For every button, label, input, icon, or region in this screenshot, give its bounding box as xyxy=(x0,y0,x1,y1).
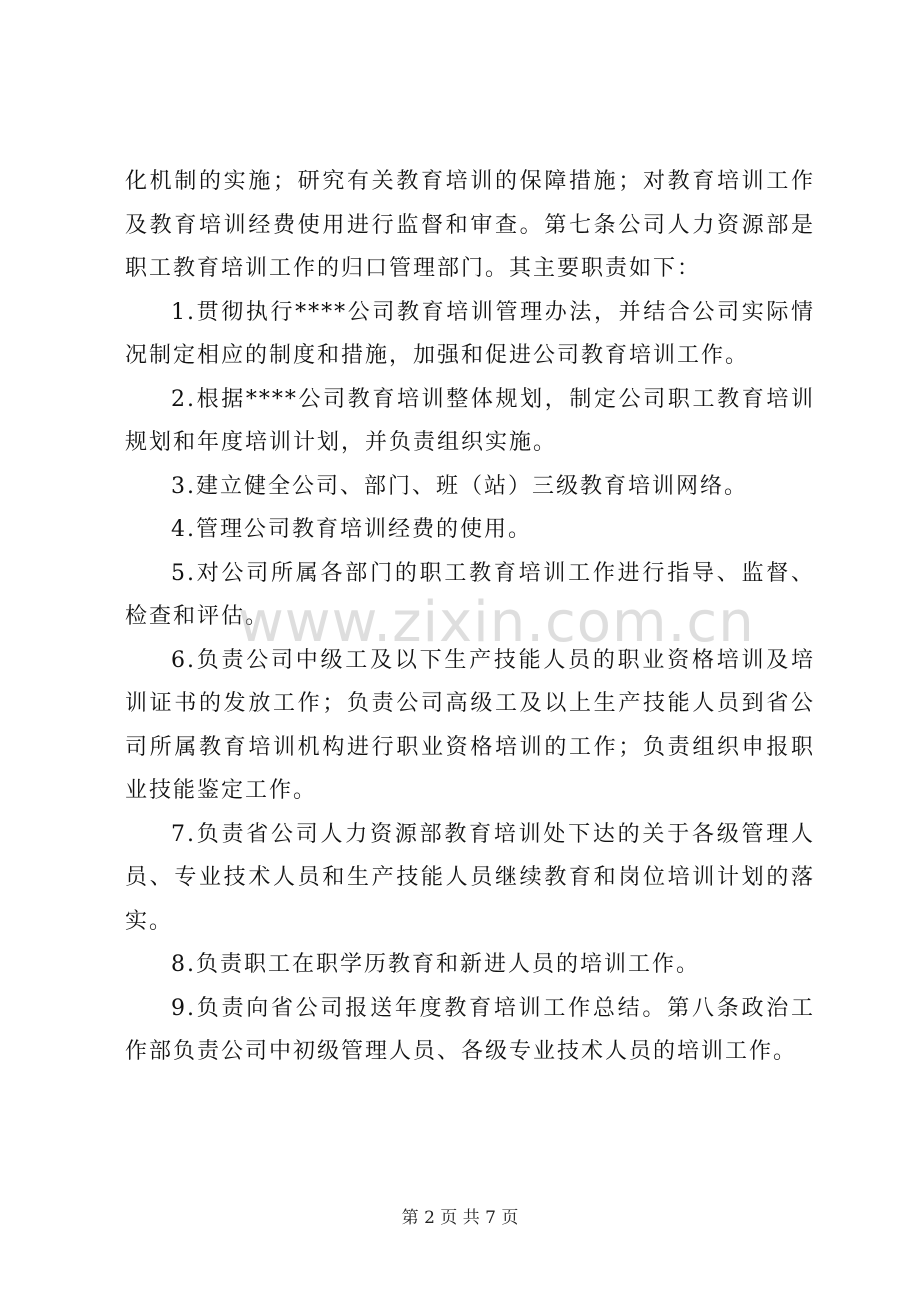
list-item: 8.负责职工在职学历教育和新进人员的培训工作。 xyxy=(171,952,700,977)
page-footer: 第 2 页 共 7 页 xyxy=(401,1208,519,1228)
document-body xyxy=(125,160,815,1074)
list-item: 5.对公司所属各部门的职工教育培训工作进行指导、监督、检查和评估。 xyxy=(125,560,815,629)
list-item: 2.根据****公司教育培训整体规划，制定公司职工教育培训规划和年度培训计划，并负责组织实施。 xyxy=(125,386,815,455)
list-item: 3.建立健全公司、部门、班（站）三级教育培训网络。 xyxy=(171,473,748,499)
list-item: 6.负责公司中级工及以下生产技能人员的职业资格培训及培训证书的发放工作；负责公司高级工及以上生产技能人员到省公司所属教育培训机构进行职业资格培训的工作；负责组织申报职业技能鉴定工作。 xyxy=(125,647,815,803)
list-item: 4.管理公司教育培训经费的使用。 xyxy=(171,517,532,542)
list-item: 1.贯彻执行****公司教育培训管理办法，并结合公司实际情况制定相应的制度和措施，加强和促进公司教育培训工作。 xyxy=(125,299,815,368)
paragraph: 化机制的实施；研究有关教育培训的保障措施；对教育培训工作及教育培训经费使用进行监督和审查。第七条公司人力资源部是职工教育培训工作的归口管理部门。其主要职责如下： xyxy=(125,169,815,281)
list-item: 9.负责向省公司报送年度教育培训工作总结。第八条政治工作部负责公司中初级管理人员、各级专业技术人员的培训工作。 xyxy=(125,995,815,1064)
watermark: www.zixin.com.cn xyxy=(238,590,755,655)
list-item: 7.负责省公司人力资源部教育培训处下达的关于各级管理人员、专业技术人员和生产技能人员继续教育和岗位培训计划的落实。 xyxy=(125,821,815,934)
